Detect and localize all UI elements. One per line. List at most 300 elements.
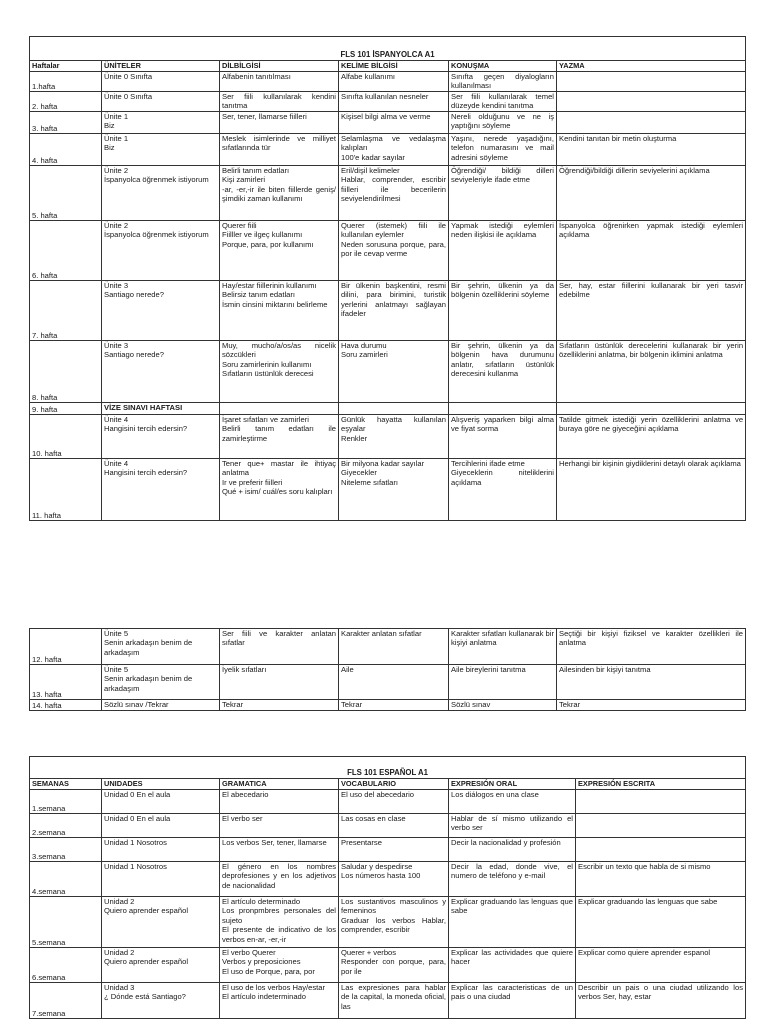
vocabulary-cell xyxy=(339,838,449,862)
cell-text-line: Günlük hayatta kullanılan eşyalar xyxy=(341,415,446,434)
cell-text-line: Neden sorusuna porque, para, por ile cevap verme xyxy=(341,239,446,259)
cell-text-line: Sıfatların üstünlük derecesi xyxy=(222,369,314,379)
cell-text-line: Ünite 3 xyxy=(104,281,129,290)
grammar-cell xyxy=(220,948,339,983)
cell-text-line: İspanyolca öğrenmek istiyorum xyxy=(104,175,209,185)
cell-text-line: Seçtiği bir kişiyi fiziksel ve karakter özellikleri ile anlatma xyxy=(559,629,743,648)
grammar-cell xyxy=(220,665,339,700)
cell-text-line: 6. hafta xyxy=(32,270,58,280)
week-cell xyxy=(30,415,102,459)
cell-text-line: Ünite 4 xyxy=(104,459,129,468)
week-cell xyxy=(30,166,102,221)
cell-text-line: Hangisini tercih edersin? xyxy=(104,424,188,434)
cell-text-line: Ser, hay, estar fiillerini kullanarak bir yeri tasvir edebilme xyxy=(559,281,744,300)
cell-text-line: Alışveriş yaparken bilgi alma ve fiyat sorma xyxy=(451,415,554,434)
cell-text-line: Qué + isim/ cuál/es soru kalıpları xyxy=(222,487,333,497)
header-row xyxy=(30,779,746,790)
writing-cell xyxy=(557,92,746,112)
writing-cell xyxy=(557,341,746,403)
cell-text-line: Tekrar xyxy=(559,700,581,709)
cell-text-line: Graduar los verbos Hablar, comprender, escribir xyxy=(341,915,446,935)
grammar-cell xyxy=(220,281,339,341)
unit-cell xyxy=(102,415,220,459)
cell-text-line: 1.semana xyxy=(32,803,66,813)
cell-text-line: İşaret sıfatları ve zamirleri xyxy=(222,415,309,424)
speaking-cell xyxy=(449,166,557,221)
cell-text-line: Presentarse xyxy=(341,838,382,847)
header-row xyxy=(30,61,746,72)
unit-cell xyxy=(102,862,220,897)
cell-text-line: Sözlü sınav xyxy=(451,700,491,709)
writing-cell xyxy=(557,166,746,221)
cell-text-line: Sözlü sınav /Tekrar xyxy=(104,700,169,709)
week-cell xyxy=(30,221,102,281)
cell-text-line: Quiero aprender español xyxy=(104,906,189,916)
cell-text-line: Ünite 1 xyxy=(104,112,129,121)
cell-text-line: 8. hafta xyxy=(32,392,58,402)
cell-text-line: Alfabenin tanıtılması xyxy=(222,72,291,81)
table-row xyxy=(30,459,746,521)
writing-cell xyxy=(557,281,746,341)
grammar-cell xyxy=(220,112,339,134)
cell-text-line: Senin arkadaşın benim de arkadaşım xyxy=(104,674,193,693)
week-cell xyxy=(30,403,102,415)
cell-text-line: Hablar, comprender, escribir fiilleri ile becerilerin seviyelendirilmesi xyxy=(341,175,446,204)
speaking-cell xyxy=(449,134,557,166)
speaking-cell xyxy=(449,838,576,862)
cell-text-line: Ser fiili kullanılarak temel düzeyde kendini tanıtma xyxy=(451,92,554,111)
speaking-cell xyxy=(449,983,576,1019)
cell-text-line: Kişi zamirleri xyxy=(222,175,266,185)
table-row xyxy=(30,72,746,92)
week-cell xyxy=(30,948,102,983)
grammar-cell xyxy=(220,403,339,415)
cell-text-line: Responder con porque, para, por ile xyxy=(341,957,446,976)
unit-cell xyxy=(102,112,220,134)
cell-text-line: 4. hafta xyxy=(32,155,58,165)
cell-text-line: Kişisel bilgi alma ve verme xyxy=(341,112,431,121)
table-row xyxy=(30,700,746,711)
week-cell xyxy=(30,838,102,862)
cell-text-line: Santiago nerede? xyxy=(104,350,164,360)
vocabulary-cell xyxy=(339,341,449,403)
grammar-cell xyxy=(220,72,339,92)
unit-cell xyxy=(102,459,220,521)
cell-text-line: Saludar y despedirse xyxy=(341,862,413,871)
vocabulary-cell xyxy=(339,166,449,221)
vocabulary-cell xyxy=(339,221,449,281)
speaking-cell xyxy=(449,897,576,948)
column-header: KELİME BİLGİSİ xyxy=(339,61,449,72)
cell-text-line: Unidad 2 xyxy=(104,897,135,906)
writing-cell xyxy=(557,112,746,134)
cell-text-line: Sıfatların üstünlük derecelerini kullanarak bir yerin özelliklerini anlatma, bir bölgenin iklimini anlatma xyxy=(559,341,744,360)
cell-text-line: Ünite 5 xyxy=(104,629,129,638)
column-header: UNIDADES xyxy=(102,779,220,790)
speaking-cell xyxy=(449,281,557,341)
cell-text-line: El abecedario xyxy=(222,790,269,799)
table-row xyxy=(30,166,746,221)
speaking-cell xyxy=(449,948,576,983)
vocabulary-cell xyxy=(339,665,449,700)
cell-text-line: Los verbos Ser, tener, llamarse xyxy=(222,838,327,847)
cell-text-line: El uso del abecedario xyxy=(341,790,415,799)
writing-cell xyxy=(557,134,746,166)
cell-text-line: Explicar como quiere aprender espanol xyxy=(578,948,711,957)
vocabulary-cell xyxy=(339,459,449,521)
cell-text-line: Ir ve preferir fiilleri xyxy=(222,477,283,487)
cell-text-line: Karakter anlatan sıfatlar xyxy=(341,629,422,638)
cell-text-line: El uso de los verbos Hay/estar xyxy=(222,983,325,992)
cell-text-line: 13. hafta xyxy=(32,689,62,699)
vocabulary-cell xyxy=(339,415,449,459)
cell-text-line: Biz xyxy=(104,121,115,131)
cell-text-line: 14. hafta xyxy=(32,700,62,710)
speaking-cell xyxy=(449,814,576,838)
cell-text-line: Hablar de sí mismo utilizando el verbo ser xyxy=(451,814,573,833)
vocabulary-cell xyxy=(339,790,449,814)
cell-text-line: Soru zamirleri xyxy=(341,350,388,360)
unit-cell xyxy=(102,221,220,281)
vocabulary-cell xyxy=(339,72,449,92)
cell-text-line: Ünite 2 xyxy=(104,221,129,230)
cell-text-line: Explicar graduando las lenguas que sabe xyxy=(451,897,573,916)
cell-text-line: Fiilller ve ilgeç kullanımı xyxy=(222,230,303,240)
grammar-cell xyxy=(220,166,339,221)
cell-text-line: Ailesinden bir kişiyi tanıtma xyxy=(559,665,651,674)
cell-text-line: El uso de Porque, para, por xyxy=(222,966,315,976)
speaking-cell xyxy=(449,221,557,281)
cell-text-line: Hangisini tercih edersin? xyxy=(104,468,188,478)
cell-text-line: İsmin cinsini miktarını belirleme xyxy=(222,299,328,309)
speaking-cell xyxy=(449,665,557,700)
writing-cell xyxy=(557,72,746,92)
cell-text-line: Los números hasta 100 xyxy=(341,871,421,881)
week-cell xyxy=(30,790,102,814)
cell-text-line: Yaşını, nerede yaşadığını, telefon numarasını ve mail adresini söyleme xyxy=(451,134,554,162)
cell-text-line: Querer (istemek) fiili ile kullanılan eylemler xyxy=(341,221,446,240)
cell-text-line: Las cosas en clase xyxy=(341,814,406,823)
cell-text-line: Tekrar xyxy=(341,700,363,709)
cell-text-line: 10. hafta xyxy=(32,448,62,458)
cell-text-line: 3. hafta xyxy=(32,123,58,133)
writing-cell xyxy=(576,862,746,897)
vocabulary-cell xyxy=(339,948,449,983)
grammar-cell xyxy=(220,92,339,112)
vocabulary-cell xyxy=(339,814,449,838)
column-header: GRAMATICA xyxy=(220,779,339,790)
cell-text-line: Belirli tanım edatları xyxy=(222,166,290,175)
cell-text-line: Niteleme sıfatları xyxy=(341,477,398,487)
cell-text-line: İspanyolca öğrenirken yapmak istediği eylemleri açıklama xyxy=(559,221,744,240)
cell-text-line: Ünite 1 xyxy=(104,134,129,143)
cell-text-line: Alfabe kullanımı xyxy=(341,72,396,81)
column-header: SEMANAS xyxy=(30,779,102,790)
cell-text-line: Decir la edad, donde vive, el numero de teléfono y e-mail xyxy=(451,862,573,881)
table-row xyxy=(30,221,746,281)
cell-text-line: Aile bireylerini tanıtma xyxy=(451,665,526,674)
writing-cell xyxy=(576,814,746,838)
vocabulary-cell xyxy=(339,112,449,134)
grammar-cell xyxy=(220,341,339,403)
writing-cell xyxy=(576,948,746,983)
vocabulary-cell xyxy=(339,134,449,166)
cell-text-line: Tekrar xyxy=(222,700,244,709)
table-row xyxy=(30,790,746,814)
unit-cell xyxy=(102,983,220,1019)
table-row xyxy=(30,92,746,112)
writing-cell xyxy=(576,790,746,814)
table-row xyxy=(30,665,746,700)
column-header: ÜNİTELER xyxy=(102,61,220,72)
grammar-cell xyxy=(220,415,339,459)
cell-text-line: Hay/estar fiillerinin kullanımı xyxy=(222,281,317,290)
week-cell xyxy=(30,92,102,112)
cell-text-line: Querer + verbos xyxy=(341,948,397,957)
cell-text-line: 7.semana xyxy=(32,1008,66,1018)
table-row xyxy=(30,838,746,862)
cell-text-line: Muy, mucho/a/os/as nicelik sözcükleri xyxy=(222,341,336,360)
table-row xyxy=(30,983,746,1019)
vocabulary-cell xyxy=(339,403,449,415)
column-header: DİLBİLGİSİ xyxy=(220,61,339,72)
unit-cell xyxy=(102,166,220,221)
cell-text-line: Kendini tanıtan bir metin oluşturma xyxy=(559,134,677,143)
unit-cell xyxy=(102,281,220,341)
cell-text-line: Tener que+ mastar ile ihtiyaç anlatma xyxy=(222,459,336,478)
unit-cell xyxy=(102,838,220,862)
speaking-cell xyxy=(449,92,557,112)
cell-text-line: 12. hafta xyxy=(32,654,62,664)
cell-text-line: 9. hafta xyxy=(32,404,58,414)
writing-cell xyxy=(557,459,746,521)
cell-text-line: Tercihlerini ifade etme xyxy=(451,459,525,468)
vocabulary-cell xyxy=(339,700,449,711)
cell-text-line: Eril/dişil kelimeler xyxy=(341,166,400,175)
cell-text-line: Santiago nerede? xyxy=(104,290,164,300)
cell-text-line: Aile xyxy=(341,665,354,674)
cell-text-line: 3.semana xyxy=(32,851,66,861)
cell-text-line: Unidad 2 xyxy=(104,948,135,957)
cell-text-line: VİZE SINAVI HAFTASI xyxy=(104,403,183,412)
writing-cell xyxy=(557,403,746,415)
table-title: FLS 101 ESPAÑOL A1 xyxy=(30,757,746,779)
syllabus-body-tr-cont xyxy=(30,629,746,711)
table-title: FLS 101 İSPANYOLCA A1 xyxy=(30,37,746,61)
cell-text-line: El artículo determinado xyxy=(222,897,301,906)
week-cell xyxy=(30,459,102,521)
cell-text-line: 2. hafta xyxy=(32,101,58,111)
column-header: Haftalar xyxy=(30,61,102,72)
cell-text-line: Verbos y preposiciones xyxy=(222,957,301,967)
cell-text-line: Unidad 0 En el aula xyxy=(104,790,171,799)
cell-text-line: 1.hafta xyxy=(32,81,56,91)
cell-text-line: Escribir un texto que habla de si mismo xyxy=(578,862,711,871)
cell-text-line: Giyecekler xyxy=(341,468,377,478)
cell-text-line: Ser, tener, llamarse fiilleri xyxy=(222,112,307,121)
cell-text-line: El verbo Querer xyxy=(222,948,276,957)
speaking-cell xyxy=(449,72,557,92)
table-row xyxy=(30,948,746,983)
cell-text-line: Nereli olduğunu ve ne iş yaptığını söyleme xyxy=(451,112,554,131)
cell-text-line: Unidad 1 Nosotros xyxy=(104,862,167,871)
unit-cell xyxy=(102,814,220,838)
cell-text-line: Explicar las caracteristicas de un pais o una ciudad xyxy=(451,983,573,1002)
week-cell xyxy=(30,281,102,341)
cell-text-line: El artículo indeterminado xyxy=(222,992,306,1002)
cell-text-line: Belirli tanım edatları ile zamirleştirme xyxy=(222,424,336,443)
cell-text-line: ¿ Dónde está Santiago? xyxy=(104,992,186,1002)
week-cell xyxy=(30,814,102,838)
cell-text-line: Querer fiili xyxy=(222,221,257,230)
week-cell xyxy=(30,700,102,711)
writing-cell xyxy=(557,665,746,700)
week-cell xyxy=(30,862,102,897)
vocabulary-cell xyxy=(339,629,449,665)
cell-text-line: Bir milyona kadar sayılar xyxy=(341,459,425,468)
cell-text-line: Unidad 1 Nosotros xyxy=(104,838,167,847)
cell-text-line: Quiero aprender español xyxy=(104,957,189,967)
cell-text-line: 2.semana xyxy=(32,827,66,837)
cell-text-line: Ünite 4 xyxy=(104,415,129,424)
column-header: EXPRESIÓN ORAL xyxy=(449,779,576,790)
cell-text-line: Renkler xyxy=(341,433,368,443)
cell-text-line: Bir şehrin, ülkenin ya da bölgenin özelliklerini söyleme xyxy=(451,281,554,300)
grammar-cell xyxy=(220,700,339,711)
grammar-cell xyxy=(220,790,339,814)
table-row xyxy=(30,814,746,838)
cell-text-line: Tatilde gitmek istediği yerin özelliklerini anlatma ve buraya göre ne giyeceğini açıklama xyxy=(559,415,744,434)
cell-text-line: Unidad 3 xyxy=(104,983,135,992)
unit-cell xyxy=(102,403,220,415)
speaking-cell xyxy=(449,459,557,521)
cell-text-line: Biz xyxy=(104,143,115,153)
cell-text-line: Explicar graduando las lenguas que sabe xyxy=(578,897,718,906)
vocabulary-cell xyxy=(339,897,449,948)
syllabus-body-es xyxy=(30,757,746,1019)
column-header: VOCABULARIO xyxy=(339,779,449,790)
cell-text-line: Ser fiili ve karakter anlatan sıfatlar xyxy=(222,629,336,648)
cell-text-line: Senin arkadaşın benim de arkadaşım xyxy=(104,638,193,657)
cell-text-line: Ünite 5 xyxy=(104,665,129,674)
unit-cell xyxy=(102,665,220,700)
cell-text-line: Öğrendiği/ bildiği dilleri seviyeleriyle ifade etme xyxy=(451,166,554,185)
week-cell xyxy=(30,112,102,134)
grammar-cell xyxy=(220,838,339,862)
cell-text-line: Meslek isimlerinde ve milliyet sıfatlarında tür xyxy=(222,134,336,153)
unit-cell xyxy=(102,790,220,814)
grammar-cell xyxy=(220,862,339,897)
cell-text-line: Hava durumu xyxy=(341,341,387,350)
cell-text-line: Herhangi bir kişinin giydiklerini detaylı olarak açıklama xyxy=(559,459,741,468)
syllabus-table-tr-continued xyxy=(29,628,746,711)
writing-cell xyxy=(576,983,746,1019)
cell-text-line: Ünite 2 xyxy=(104,166,129,175)
unit-cell xyxy=(102,629,220,665)
table-row xyxy=(30,341,746,403)
grammar-cell xyxy=(220,629,339,665)
week-cell xyxy=(30,72,102,92)
cell-text-line: Selamlaşma ve vedalaşma kalıpları xyxy=(341,134,446,153)
grammar-cell xyxy=(220,459,339,521)
syllabus-table-tr xyxy=(29,36,746,521)
cell-text-line: El verbo ser xyxy=(222,814,263,823)
unit-cell xyxy=(102,92,220,112)
grammar-cell xyxy=(220,221,339,281)
cell-text-line: Sınıfta kullanılan nesneler xyxy=(341,92,429,101)
writing-cell xyxy=(557,221,746,281)
cell-text-line: İspanyolca öğrenmek istiyorum xyxy=(104,230,209,240)
vocabulary-cell xyxy=(339,281,449,341)
week-cell xyxy=(30,629,102,665)
writing-cell xyxy=(576,897,746,948)
unit-cell xyxy=(102,72,220,92)
cell-text-line: Explicar las actividades que quiere hacer xyxy=(451,948,573,967)
speaking-cell xyxy=(449,862,576,897)
grammar-cell xyxy=(220,134,339,166)
unit-cell xyxy=(102,341,220,403)
unit-cell xyxy=(102,134,220,166)
cell-text-line: Decir la nacionalidad y profesión xyxy=(451,838,561,847)
unit-cell xyxy=(102,948,220,983)
vocabulary-cell xyxy=(339,92,449,112)
cell-text-line: Los diálogos en una clase xyxy=(451,790,539,799)
week-cell xyxy=(30,134,102,166)
cell-text-line: Las expresiones para hablar de la capital, la moneda oficial, las xyxy=(341,983,446,1011)
cell-text-line: Los pronpmbres personales del sujeto xyxy=(222,906,336,925)
table-row xyxy=(30,281,746,341)
cell-text-line: El presente de indicativo de los verbos en-ar, -er,-ir xyxy=(222,925,336,944)
writing-cell xyxy=(557,629,746,665)
week-cell xyxy=(30,983,102,1019)
table-row xyxy=(30,897,746,948)
speaking-cell xyxy=(449,403,557,415)
cell-text-line: 6.semana xyxy=(32,972,66,982)
cell-text-line: Ünite 0 Sınıfta xyxy=(104,92,153,101)
cell-text-line: 5. hafta xyxy=(32,210,58,220)
speaking-cell xyxy=(449,415,557,459)
table-row xyxy=(30,629,746,665)
unit-cell xyxy=(102,897,220,948)
cell-text-line: Ünite 3 xyxy=(104,341,129,350)
cell-text-line: Soru zamirlerinin kullanımı xyxy=(222,359,312,369)
cell-text-line: Ünite 0 Sınıfta xyxy=(104,72,153,81)
table-row xyxy=(30,415,746,459)
cell-text-line: 4.semana xyxy=(32,886,66,896)
cell-text-line: Describir un pais o una ciudad utilizando los verbos Ser, hay, estar xyxy=(578,983,744,1002)
week-cell xyxy=(30,897,102,948)
writing-cell xyxy=(557,700,746,711)
cell-text-line: Sınıfta geçen diyalogların kullanılması xyxy=(451,72,554,91)
cell-text-line: 7. hafta xyxy=(32,330,58,340)
table-row xyxy=(30,134,746,166)
cell-text-line: -ar, -er,-ir ile biten fiillerde geniş/şimdiki zaman kullanımı xyxy=(222,184,336,204)
cell-text-line: Öğrendiği/bildiği dillerin seviyelerini açıklama xyxy=(559,166,710,175)
syllabus-table-es xyxy=(29,756,746,1019)
vocabulary-cell xyxy=(339,983,449,1019)
week-cell xyxy=(30,341,102,403)
column-header: EXPRESIÓN ESCRITA xyxy=(576,779,746,790)
table-row xyxy=(30,112,746,134)
table-row xyxy=(30,862,746,897)
table-row xyxy=(30,403,746,415)
writing-cell xyxy=(576,838,746,862)
cell-text-line: 100'e kadar sayılar xyxy=(341,152,405,162)
speaking-cell xyxy=(449,790,576,814)
column-header: YAZMA xyxy=(557,61,746,72)
cell-text-line: Giyeceklerin niteliklerini açıklama xyxy=(451,468,554,487)
cell-text-line: Bir şehrin, ülkenin ya da bölgenin hava durumunu anlatır, sıfatların üstünlük derecesini kullanma xyxy=(451,341,554,379)
